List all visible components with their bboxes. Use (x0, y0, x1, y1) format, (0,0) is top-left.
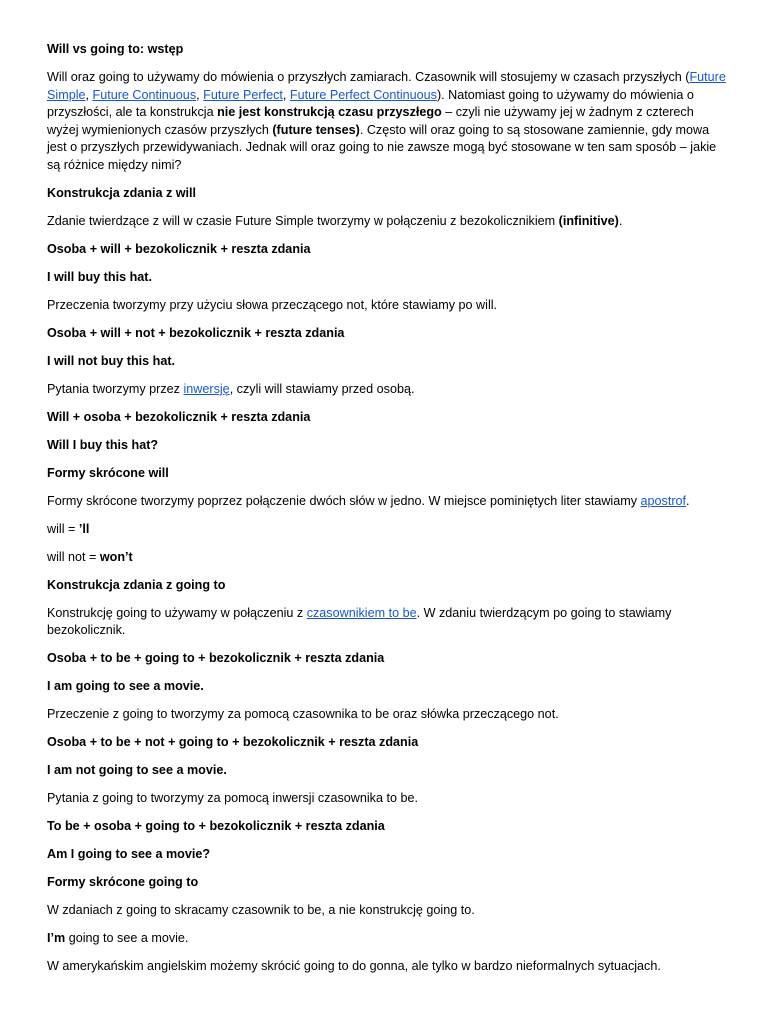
link-czasownik-to-be[interactable]: czasownikiem to be (306, 605, 417, 620)
formula-will-affirmative: Osoba + will + bezokolicznik + reszta zdania (47, 241, 311, 256)
will-short-text: Formy skrócone tworzymy poprzez połączenie dwóch słów w jedno. W miejsce pominiętych liter stawiamy apostrof. (47, 493, 690, 508)
will-negative-text: Przeczenia tworzymy przy użyciu słowa przeczącego not, które stawiamy po will. (47, 297, 498, 312)
example-will-affirmative: I will buy this hat. (47, 269, 152, 284)
example-will-question: Will I buy this hat? (47, 437, 159, 452)
section-heading-will-short: Formy skrócone will (47, 465, 169, 480)
short-form-will: will = ’ll (47, 521, 90, 536)
link-future-perfect-continuous[interactable]: Future Perfect Continuous (289, 87, 437, 102)
section-heading-intro: Will vs going to: wstęp (47, 42, 184, 56)
short-form-will-not: will not = won’t (47, 549, 133, 564)
formula-going-negative: Osoba + to be + not + going to + bezokolicznik + reszta zdania (47, 735, 419, 750)
formula-going-question: To be + osoba + going to + bezokolicznik + reszta zdania (47, 819, 385, 834)
link-future-perfect[interactable]: Future Perfect (203, 87, 283, 102)
gonna-note: W amerykańskim angielskim możemy skrócić going to do gonna, ale tylko w bardzo nieformalnych sytuacjach. (47, 959, 661, 974)
section-heading-will: Konstrukcja zdania z will (47, 185, 197, 200)
formula-will-question: Will + osoba + bezokolicznik + reszta zdania (47, 409, 311, 424)
section-heading-going-short: Formy skrócone going to (47, 875, 199, 890)
formula-will-negative: Osoba + will + not + bezokolicznik + reszta zdania (47, 325, 345, 340)
example-going-question: Am I going to see a movie? (47, 847, 211, 862)
going-question-text: Pytania z going to tworzymy za pomocą inwersji czasownika to be. (47, 791, 418, 806)
link-apostrof[interactable]: apostrof (640, 493, 687, 508)
will-question-text: Pytania tworzymy przez inwersję, czyli will stawiamy przed osobą. (47, 381, 415, 396)
example-going-affirmative: I am going to see a movie. (47, 679, 204, 694)
link-inwersje[interactable]: inwersję (183, 381, 230, 396)
link-future-continuous[interactable]: Future Continuous (92, 87, 197, 102)
will-affirmative-text: Zdanie twierdzące z will w czasie Future Simple tworzymy w połączeniu z bezokolicznikiem (infinitive). (47, 213, 623, 228)
example-will-negative: I will not buy this hat. (47, 353, 176, 368)
example-going-negative: I am not going to see a movie. (47, 763, 227, 778)
link-future-simple[interactable]: Future Simple (47, 69, 726, 102)
going-affirmative-text: Konstrukcję going to używamy w połączeniu z czasownikiem to be. W zdaniu twierdzącym po going to stawiamy bezokolicznik. (47, 605, 672, 638)
formula-going-affirmative: Osoba + to be + going to + bezokolicznik + reszta zdania (47, 651, 385, 666)
going-negative-text: Przeczenie z going to tworzymy za pomocą czasownika to be oraz słówka przeczącego not. (47, 707, 559, 722)
example-going-short: I’m going to see a movie. (47, 931, 189, 946)
section-heading-going-to: Konstrukcja zdania z going to (47, 577, 226, 592)
going-short-text: W zdaniach z going to skracamy czasownik to be, a nie konstrukcję going to. (47, 903, 475, 918)
intro-paragraph: Will oraz going to używamy do mówienia o przyszłych zamiarach. Czasownik will stosujemy w czasach przyszłych (Future Simple, Future Continuous, Future Perfect, Future Perfect Continuous). Natomiast going to używamy do mówienia o przyszłości, ale ta konstrukcja nie jest konstrukcją czasu przyszłego – czyli nie używamy jej w żadnym z czterech wyżej wymienionych czasów przyszłych (future tenses). Często will oraz going to są stosowane zamiennie, gdy mowa jest o przyszłych przewidywaniach. Jednak will oraz going to nie zawsze mogą być stosowane w ten sam sposób – jakie są różnice między nimi? (47, 69, 726, 172)
